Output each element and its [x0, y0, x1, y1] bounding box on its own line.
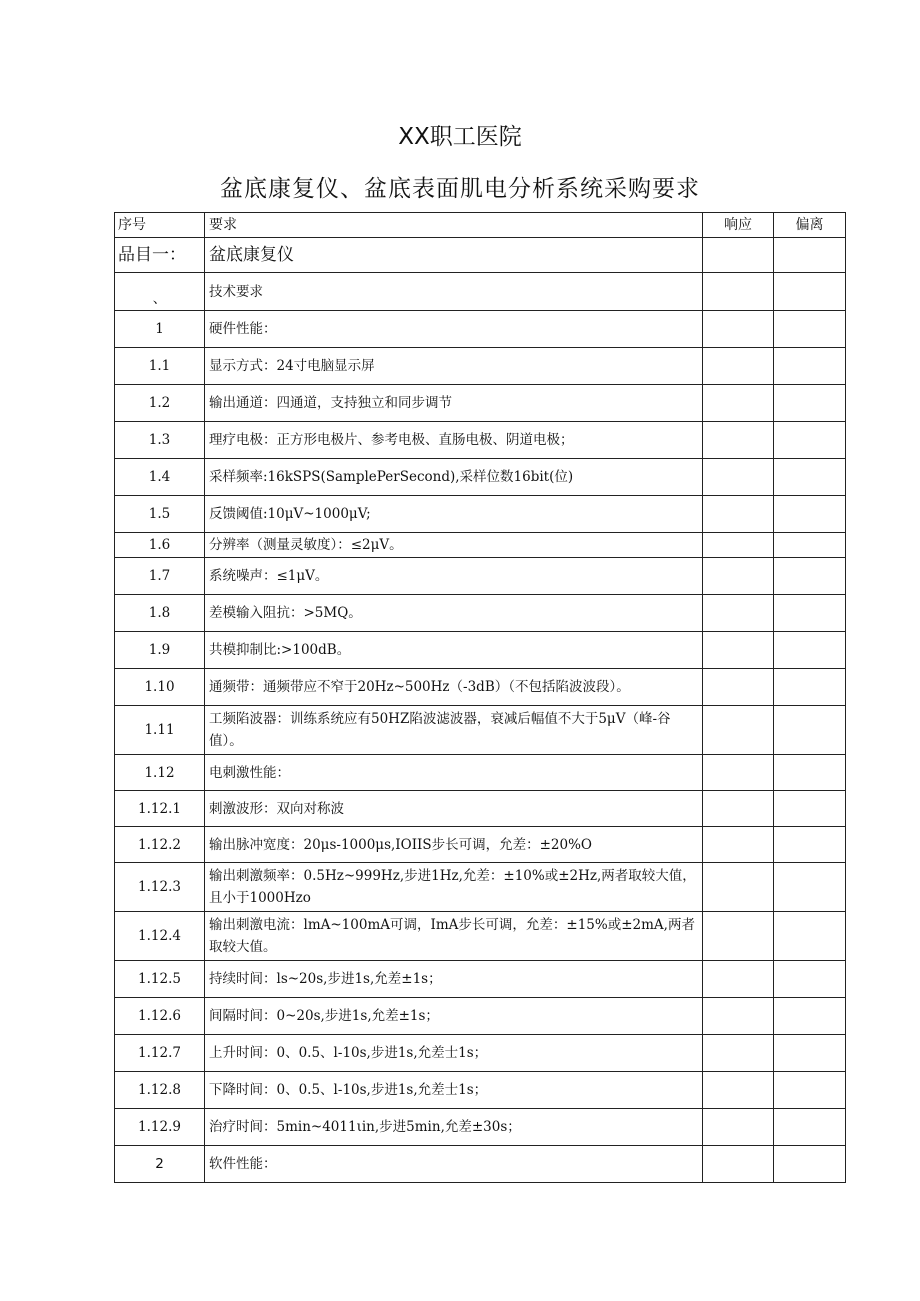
- table-row: [115, 998, 846, 1035]
- row-deviation[interactable]: [774, 558, 846, 595]
- row-deviation[interactable]: [774, 961, 846, 998]
- row-no: 2: [115, 1146, 205, 1183]
- header-requirement: 要求: [205, 213, 703, 238]
- row-no: 1.12.6: [115, 998, 205, 1035]
- row-requirement: 反馈阈值:10μV~1000μV;: [205, 496, 703, 533]
- table-row: [115, 311, 846, 348]
- row-requirement: 软件性能：: [205, 1146, 703, 1183]
- row-requirement: 输出通道：四通道，支持独立和同步调节: [205, 385, 703, 422]
- row-no: 1.6: [115, 533, 205, 558]
- table-row: [115, 238, 846, 273]
- header-response: 响应: [703, 213, 774, 238]
- row-no: 1.12.7: [115, 1035, 205, 1072]
- row-response[interactable]: [703, 961, 774, 998]
- row-deviation[interactable]: [774, 1072, 846, 1109]
- row-deviation[interactable]: [774, 791, 846, 827]
- row-no: 1.7: [115, 558, 205, 595]
- requirements-table: [114, 212, 846, 1183]
- table-row: [115, 961, 846, 998]
- row-deviation[interactable]: [774, 595, 846, 632]
- row-response[interactable]: [703, 863, 774, 912]
- row-requirement: 显示方式：24寸电脑显示屏: [205, 348, 703, 385]
- table-row: [115, 863, 846, 912]
- row-no: 1: [115, 311, 205, 348]
- row-requirement: 输出脉冲宽度：20μs-1000μs,IOIIS步长可调，允差：±20%O: [205, 827, 703, 863]
- row-requirement: 通频带：通频带应不窄于20Hz~500Hz（-3dB）（不包括陷波波段）。: [205, 669, 703, 706]
- row-no: 品目一：: [115, 238, 205, 273]
- row-no: 1.5: [115, 496, 205, 533]
- row-response[interactable]: [703, 791, 774, 827]
- row-no: 1.12.9: [115, 1109, 205, 1146]
- row-response[interactable]: [703, 827, 774, 863]
- table-row: [115, 348, 846, 385]
- row-deviation[interactable]: [774, 755, 846, 791]
- table-header-row: [115, 213, 846, 238]
- row-response[interactable]: [703, 496, 774, 533]
- row-no: 1.12.2: [115, 827, 205, 863]
- row-requirement: 上升时间：0、0.5、l-10s,步进1s,允差士1s；: [205, 1035, 703, 1072]
- row-requirement: 差模输入阻抗：>5MQ。: [205, 595, 703, 632]
- row-response[interactable]: [703, 385, 774, 422]
- row-deviation[interactable]: [774, 912, 846, 961]
- row-no: 1.8: [115, 595, 205, 632]
- row-response[interactable]: [703, 706, 774, 755]
- row-deviation[interactable]: [774, 827, 846, 863]
- table-row: [115, 791, 846, 827]
- table-row: [115, 422, 846, 459]
- document-title: XX职工医院: [398, 124, 522, 150]
- row-deviation[interactable]: [774, 1146, 846, 1183]
- row-deviation[interactable]: [774, 273, 846, 311]
- row-requirement: 共模抑制比:>100dB。: [205, 632, 703, 669]
- row-deviation[interactable]: [774, 863, 846, 912]
- row-no: 1.12.5: [115, 961, 205, 998]
- row-deviation[interactable]: [774, 706, 846, 755]
- table-row: [115, 755, 846, 791]
- row-deviation[interactable]: [774, 238, 846, 273]
- row-response[interactable]: [703, 1146, 774, 1183]
- row-deviation[interactable]: [774, 533, 846, 558]
- row-deviation[interactable]: [774, 669, 846, 706]
- row-no: 1.10: [115, 669, 205, 706]
- row-requirement: 工频陷波器：训练系统应有50HZ陷波滤波器，衰减后幅值不大于5μV（峰-谷值）。: [205, 706, 703, 755]
- row-deviation[interactable]: [774, 632, 846, 669]
- row-response[interactable]: [703, 755, 774, 791]
- row-response[interactable]: [703, 1072, 774, 1109]
- row-response[interactable]: [703, 669, 774, 706]
- table-row: [115, 669, 846, 706]
- row-response[interactable]: [703, 311, 774, 348]
- row-response[interactable]: [703, 912, 774, 961]
- row-requirement: 分辨率（测量灵敏度）：≤2μV。: [205, 533, 703, 558]
- row-requirement: 间隔时间：0~20s,步进1s,允差±1s；: [205, 998, 703, 1035]
- row-response[interactable]: [703, 238, 774, 273]
- row-requirement: 理疗电极：正方形电极片、参考电极、直肠电极、阴道电极；: [205, 422, 703, 459]
- row-response[interactable]: [703, 1035, 774, 1072]
- row-requirement: 下降时间：0、0.5、l-10s,步进1s,允差士1s；: [205, 1072, 703, 1109]
- row-no: 1.11: [115, 706, 205, 755]
- header-deviation: 偏离: [774, 213, 846, 238]
- document-subtitle: 盆底康复仪、盆底表面肌电分析系统采购要求: [220, 176, 700, 202]
- row-deviation[interactable]: [774, 1035, 846, 1072]
- row-requirement: 硬件性能：: [205, 311, 703, 348]
- table-row: [115, 1035, 846, 1072]
- table-row: [115, 533, 846, 558]
- table-row: [115, 1072, 846, 1109]
- row-requirement: 治疗时间：5min~4011ιin,步进5min,允差±30s；: [205, 1109, 703, 1146]
- row-response[interactable]: [703, 558, 774, 595]
- row-deviation[interactable]: [774, 496, 846, 533]
- row-deviation[interactable]: [774, 422, 846, 459]
- table-row: [115, 1146, 846, 1183]
- row-response[interactable]: [703, 595, 774, 632]
- row-deviation[interactable]: [774, 459, 846, 496]
- table-row: [115, 496, 846, 533]
- row-no: 1.12: [115, 755, 205, 791]
- row-requirement: 输出刺激频率：0.5Hz~999Hz,步进1Hz,允差：±10%或±2Hz,两者取较大值，且小于1000Hzo: [205, 863, 703, 912]
- header-no: 序号: [115, 213, 205, 238]
- row-requirement: 盆底康复仪: [205, 238, 703, 273]
- row-response[interactable]: [703, 632, 774, 669]
- row-no: 1.1: [115, 348, 205, 385]
- row-response[interactable]: [703, 1109, 774, 1146]
- row-response[interactable]: [703, 459, 774, 496]
- row-deviation[interactable]: [774, 998, 846, 1035]
- row-no: 1.12.4: [115, 912, 205, 961]
- table-row: [115, 558, 846, 595]
- row-requirement: 输出刺激电流：lmA~100mA可调，ImA步长可调，允差：±15%或±2mA,两者取较大值。: [205, 912, 703, 961]
- row-requirement: 技术要求: [205, 273, 703, 311]
- row-deviation[interactable]: [774, 311, 846, 348]
- table-row: [115, 632, 846, 669]
- row-no: 1.2: [115, 385, 205, 422]
- table-row: [115, 459, 846, 496]
- row-deviation[interactable]: [774, 348, 846, 385]
- row-response[interactable]: [703, 273, 774, 311]
- table-row: [115, 1109, 846, 1146]
- table-row: [115, 827, 846, 863]
- table-row: [115, 385, 846, 422]
- row-no: 、: [115, 273, 205, 311]
- table-row: [115, 595, 846, 632]
- row-no: 1.4: [115, 459, 205, 496]
- table-row: [115, 912, 846, 961]
- row-deviation[interactable]: [774, 385, 846, 422]
- row-requirement: 系统噪声：≤1μV。: [205, 558, 703, 595]
- row-no: 1.12.8: [115, 1072, 205, 1109]
- row-requirement: 刺激波形：双向对称波: [205, 791, 703, 827]
- row-response[interactable]: [703, 422, 774, 459]
- row-requirement: 电刺激性能：: [205, 755, 703, 791]
- row-response[interactable]: [703, 533, 774, 558]
- row-response[interactable]: [703, 998, 774, 1035]
- table-row: [115, 273, 846, 311]
- row-requirement: 采样频率:16kSPS(SamplePerSecond),采样位数16bit(位): [205, 459, 703, 496]
- row-requirement: 持续时间：ls~20s,步进1s,允差±1s；: [205, 961, 703, 998]
- row-deviation[interactable]: [774, 1109, 846, 1146]
- row-no: 1.3: [115, 422, 205, 459]
- row-no: 1.9: [115, 632, 205, 669]
- table-row: [115, 706, 846, 755]
- row-no: 1.12.1: [115, 791, 205, 827]
- row-no: 1.12.3: [115, 863, 205, 912]
- row-response[interactable]: [703, 348, 774, 385]
